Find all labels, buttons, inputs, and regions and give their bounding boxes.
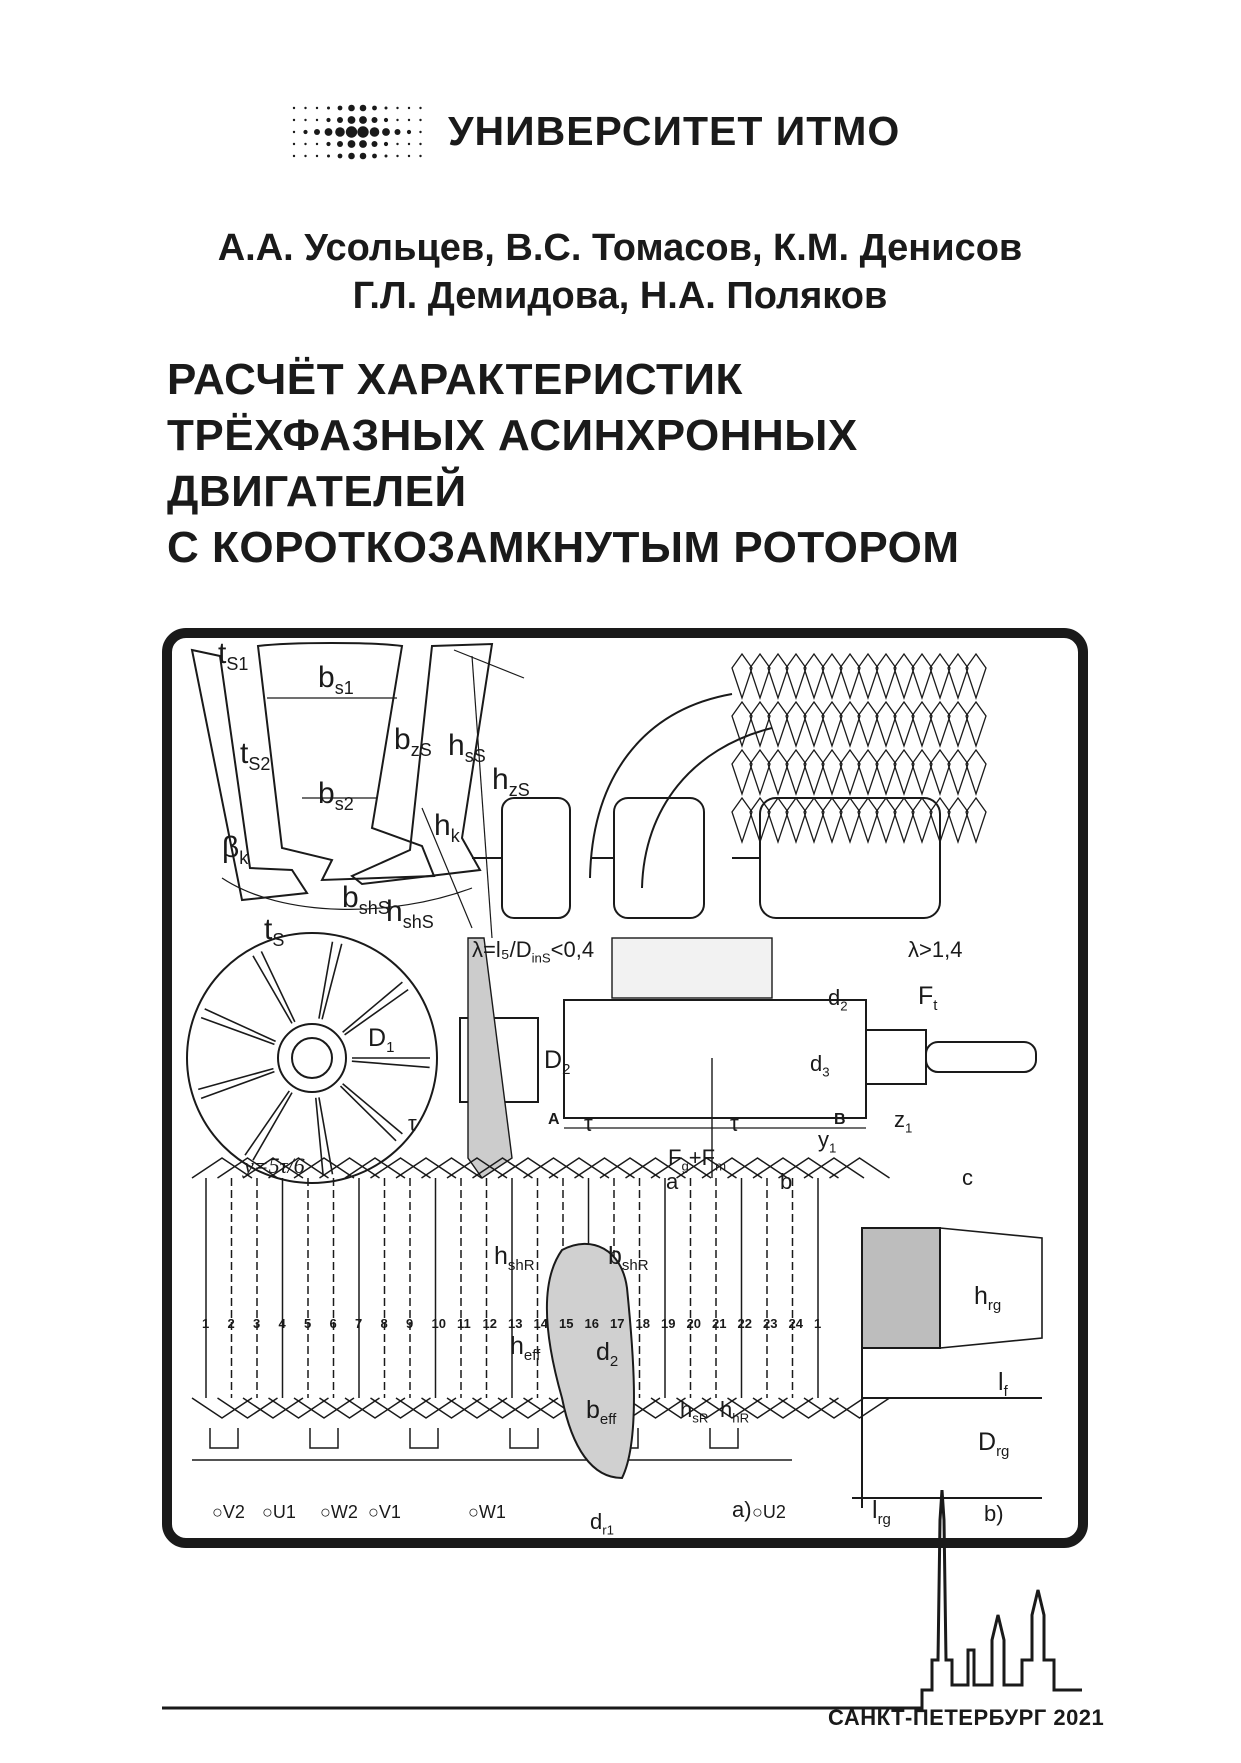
terminal-label: ○W1 [468, 1502, 506, 1522]
slot-number: 7 [355, 1316, 363, 1331]
label-bshr: $b_{shR}$ [608, 1242, 649, 1274]
title-line-1: РАСЧЁТ ХАРАКТЕРИСТИК [167, 355, 743, 404]
terminal-label: ○U2 [752, 1502, 786, 1522]
label-d2-rotor: $d_2$ [596, 1338, 619, 1370]
label-bs2: $b_{s2}$ [318, 777, 354, 814]
label-point-b: B [834, 1111, 846, 1128]
label-y-formula: y=5τ/6 [244, 1153, 305, 1178]
label-hk: $h_k$ [434, 809, 460, 846]
slot-number: 10 [431, 1316, 446, 1331]
book-title [167, 352, 960, 576]
slot-number: 6 [329, 1316, 337, 1331]
terminal-label: ○W2 [320, 1502, 358, 1522]
label-hsr: $h_{sR}$ [680, 1397, 709, 1426]
label-tau-3: τ [730, 1111, 739, 1136]
slot-number: 21 [712, 1316, 727, 1331]
label-ft: $F_t$ [918, 982, 938, 1014]
slot-number: 1 [814, 1316, 822, 1331]
label-dr1: $d_{r1}$ [590, 1509, 614, 1538]
dot-matrix-logo-icon [288, 96, 428, 168]
label-bs1: $b_{s1}$ [318, 661, 354, 698]
slot-number: 1 [202, 1316, 210, 1331]
label-fg-fm: $F_g+F_m$ [668, 1145, 727, 1174]
slot-number: 9 [406, 1316, 414, 1331]
slot-number: 14 [533, 1316, 548, 1331]
label-b: b) [984, 1501, 1004, 1526]
label-ts: $t_S$ [264, 913, 285, 950]
label-ts2: $t_{S2}$ [240, 737, 271, 774]
title-line-4: С КОРОТКОЗАМКНУТЫМ РОТОРОМ [167, 523, 960, 572]
label-betak: $\beta_k$ [222, 831, 249, 868]
label-hss: $h_{sS}$ [448, 729, 486, 766]
label-drg: $D_{rg}$ [978, 1428, 1010, 1460]
label-dim-a: a [666, 1169, 679, 1194]
terminal-label: ○V2 [212, 1502, 245, 1522]
title-line-2: ТРЁХФАЗНЫХ АСИНХРОННЫХ [167, 411, 858, 460]
label-d3: $d_3$ [810, 1051, 830, 1080]
publisher-name: УНИВЕРСИТЕТ ИТМО [448, 108, 901, 154]
terminal-label: ○U1 [262, 1502, 296, 1522]
label-lambda-long: λ>1,4 [908, 937, 963, 962]
label-ts1: $t_{S1}$ [218, 637, 249, 674]
slot-number: 24 [788, 1316, 803, 1331]
label-d2: $D_2$ [544, 1046, 571, 1078]
slot-number: 12 [482, 1316, 497, 1331]
publisher-logo [288, 96, 908, 168]
label-tau-2: τ [584, 1111, 593, 1136]
label-lrg: $l_{rg}$ [872, 1496, 891, 1528]
slot-number: 23 [763, 1316, 778, 1331]
slot-number: 2 [227, 1316, 235, 1331]
slot-number: 11 [457, 1316, 471, 1331]
label-a: a) [732, 1497, 752, 1522]
label-point-a: A [548, 1111, 560, 1128]
slot-number: 18 [635, 1316, 650, 1331]
label-beff: $b_{eff}$ [586, 1396, 617, 1428]
title-line-3: ДВИГАТЕЛЕЙ [167, 467, 467, 516]
drawing-linework [172, 638, 1078, 1538]
slot-number: 3 [253, 1316, 261, 1331]
authors-line-1: А.А. Усольцев, В.С. Томасов, К.М. Денисов [217, 227, 1023, 269]
label-z1: $z_1$ [894, 1107, 913, 1136]
city-year: САНКТ-ПЕТЕРБУРГ 2021 [828, 1705, 1105, 1730]
label-bzs: $b_{zS}$ [394, 723, 432, 760]
label-hrg: $h_{rg}$ [974, 1282, 1002, 1314]
slot-number: 20 [686, 1316, 701, 1331]
slot-number: 22 [737, 1316, 752, 1331]
label-lambda-short: $\lambda=l_5/D_{inS}<0,4$ [472, 937, 595, 966]
label-dim-b: b [780, 1169, 793, 1194]
label-hshr: $h_{shR}$ [494, 1242, 535, 1274]
label-lf: $l_f$ [998, 1368, 1008, 1400]
cover-technical-drawing [162, 628, 1088, 1548]
slot-number: 15 [559, 1316, 574, 1331]
label-hshs: $h_{shS}$ [386, 895, 434, 932]
label-bshs: $b_{shS}$ [342, 881, 390, 918]
slot-number: 8 [380, 1316, 388, 1331]
slot-number: 16 [584, 1316, 599, 1331]
label-dim-c: c [962, 1165, 973, 1190]
label-d2-shaft: $d_2$ [828, 985, 848, 1014]
slot-number: 5 [304, 1316, 312, 1331]
authors-line-2: Г.Л. Демидова, Н.А. Поляков [352, 275, 888, 317]
label-heff: $h_{eff}$ [510, 1332, 541, 1364]
label-tau-1: τ [408, 1111, 417, 1136]
label-y1: $y_1$ [818, 1127, 837, 1156]
label-hzs: $h_{zS}$ [492, 763, 530, 800]
label-d1: $D_1$ [368, 1024, 395, 1056]
slot-number: 19 [661, 1316, 676, 1331]
terminal-label: ○V1 [368, 1502, 401, 1522]
label-hhr: $h_{hR}$ [720, 1397, 750, 1426]
spb-skyline-icon [162, 1490, 1082, 1730]
slot-number: 17 [610, 1316, 625, 1331]
slot-number: 4 [278, 1316, 286, 1331]
slot-number: 13 [508, 1316, 523, 1331]
